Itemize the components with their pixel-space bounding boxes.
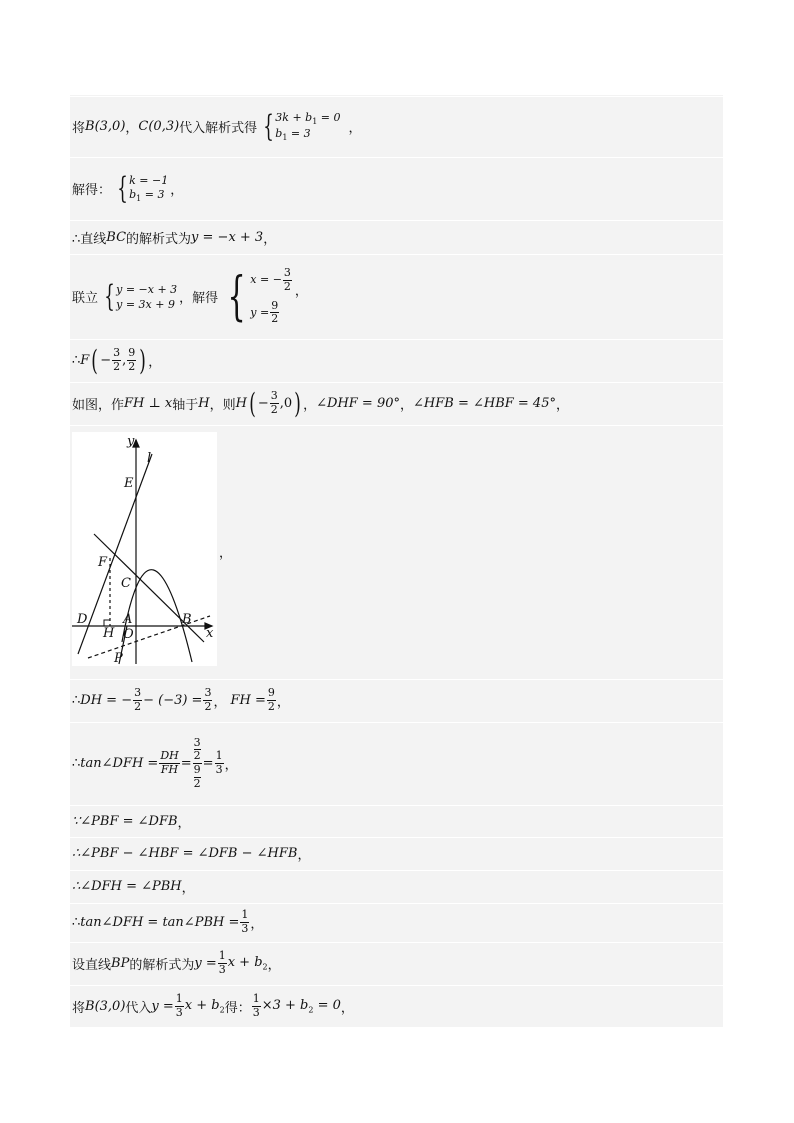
- label-p: P: [114, 651, 123, 666]
- comma: ，: [213, 695, 227, 710]
- comma: ，: [297, 848, 311, 863]
- compound-fraction: [193, 737, 202, 791]
- denominator: 3: [175, 1006, 183, 1019]
- denominator: 2: [283, 279, 291, 293]
- text-simultaneous: 联立: [72, 291, 99, 306]
- comma: ，: [177, 815, 191, 831]
- fraction: [133, 687, 142, 713]
- label-h: H: [103, 626, 115, 641]
- equation-k: k = −1: [129, 173, 169, 187]
- statement-angle-difference: ∴∠PBF − ∠HBF = ∠DFB − ∠HFB: [72, 846, 298, 861]
- text-axis-at: 轴于: [172, 398, 199, 413]
- point-c: C(0,3): [138, 119, 180, 134]
- numerator: [193, 737, 202, 764]
- system-brace: { $3k + b_1 = 0$ $b_1 = 3$: [263, 108, 341, 144]
- label-f: F: [98, 555, 108, 570]
- denominator: [193, 764, 202, 790]
- figure-svg: [72, 432, 217, 666]
- comma: ,: [122, 353, 127, 368]
- statement-because: ∵∠PBF = ∠DFB: [72, 813, 178, 829]
- text-jiang: 将: [72, 121, 86, 136]
- point-b: B(3,0): [85, 119, 126, 134]
- fraction: [283, 267, 292, 293]
- therefore: ∴: [72, 693, 81, 708]
- inner-denominator: 2: [193, 776, 201, 790]
- equation-b: b: [129, 187, 137, 201]
- expression-minus: − (−3) =: [143, 693, 203, 708]
- subscript: 1: [312, 117, 318, 127]
- comma: ，: [400, 398, 414, 413]
- tan-dfh: tan∠DFH =: [80, 756, 159, 771]
- therefore: ∴: [72, 756, 81, 771]
- point-b: B(3,0): [85, 999, 126, 1014]
- numerator: 3: [204, 686, 212, 700]
- subscript: 1: [282, 132, 288, 142]
- right-paren: ): [294, 387, 301, 420]
- fraction: [267, 687, 276, 713]
- fraction: [270, 390, 279, 416]
- denominator: 2: [267, 700, 275, 713]
- label-b: B: [182, 612, 192, 627]
- inner-numerator: 3: [193, 735, 201, 749]
- perpendicular-fh: FH ⊥ x: [124, 396, 173, 411]
- right-paren: ): [139, 344, 147, 377]
- numerator: 9: [271, 298, 279, 312]
- solution-line-6: [70, 382, 723, 424]
- solution-line-2: [70, 157, 723, 219]
- solution-line-11: [70, 870, 723, 902]
- line-bc: BC: [106, 229, 127, 245]
- solution-line-8: [70, 722, 723, 804]
- comma: ，: [224, 758, 238, 773]
- comma: ，: [263, 231, 277, 247]
- figure-comma: ，: [219, 546, 233, 561]
- comma: ，: [555, 398, 569, 413]
- comma: ，: [267, 958, 281, 973]
- comma: ，: [276, 695, 290, 710]
- solution-line-5: [70, 339, 723, 381]
- label-e: E: [124, 476, 134, 491]
- fraction: [252, 993, 261, 1019]
- angle-hfb: ∠HFB = ∠HBF = 45°: [413, 396, 556, 411]
- fraction: [203, 687, 212, 713]
- text-jiang: 将: [72, 1001, 86, 1016]
- text-get: 得：: [224, 1001, 251, 1016]
- comma: ，: [340, 1001, 354, 1016]
- fraction: [175, 993, 184, 1019]
- fraction: [127, 347, 136, 373]
- equals: =: [202, 756, 214, 771]
- denominator: 3: [218, 963, 226, 976]
- left-paren: (: [249, 387, 256, 420]
- label-l: l: [147, 451, 152, 466]
- solution-line-3: [70, 220, 723, 253]
- solution-brace: { x = − $\frac{3}{2}$ y = $\frac{9}{2}$: [227, 266, 291, 327]
- system-brace: { k = −1 $b_1 = 3$: [117, 170, 169, 206]
- x-plus-b: x + b: [184, 998, 220, 1014]
- subscript: 2: [219, 1005, 225, 1015]
- therefore: ∴: [72, 915, 81, 930]
- text-then: ，则: [209, 398, 236, 413]
- text-line: ∴直线: [72, 231, 107, 247]
- numerator: 1: [175, 992, 183, 1006]
- fraction: [270, 300, 279, 326]
- fraction: [159, 750, 179, 776]
- fraction: [215, 750, 224, 776]
- solution-line-7: [70, 679, 723, 721]
- system-brace: { y = −x + 3 y = 3x + 9: [104, 278, 178, 314]
- comma: ，: [125, 121, 139, 136]
- label-x: x: [206, 626, 214, 641]
- text-substitute: 代入: [125, 1001, 152, 1016]
- text-solve: ，解得: [179, 291, 219, 306]
- coordinate-zero: ,0: [279, 396, 293, 411]
- tan-equality: tan∠DFH = tan∠PBH =: [80, 915, 240, 930]
- label-c: C: [121, 576, 131, 591]
- minus-sign: −: [100, 353, 112, 368]
- numerator: 1: [218, 949, 226, 963]
- geometry-figure: [72, 432, 217, 666]
- comma: ，: [294, 284, 308, 299]
- solution-line-1: [70, 96, 723, 156]
- numerator: 1: [241, 908, 249, 922]
- point-h: H: [198, 396, 210, 411]
- equation-1: 3k + b: [275, 111, 313, 125]
- denominator: 3: [215, 763, 223, 776]
- label-y: y: [127, 434, 135, 449]
- left-paren: (: [91, 344, 99, 377]
- numerator: 1: [252, 992, 260, 1006]
- equation-2: b: [275, 126, 283, 140]
- label-d: D: [77, 612, 88, 627]
- denominator: 2: [270, 403, 278, 416]
- fraction: [112, 347, 121, 373]
- comma: ，: [303, 398, 317, 413]
- comma: ，: [348, 121, 362, 136]
- y-equals: y =: [151, 999, 174, 1014]
- text-equation-is: 的解析式为: [129, 958, 195, 973]
- y-equals: y =: [194, 956, 217, 971]
- comma: ，: [250, 917, 264, 932]
- equation-1: y = −x + 3: [116, 282, 178, 296]
- text-solve: 解得：: [72, 183, 112, 198]
- numerator: 9: [128, 346, 136, 360]
- equation-2: y = 3x + 9: [116, 297, 175, 311]
- equation-b-tail: = 3: [141, 187, 165, 201]
- inner-numerator: 9: [193, 763, 201, 776]
- comma: ，: [181, 881, 195, 896]
- solution-y: y =: [250, 305, 270, 319]
- denominator: 2: [128, 360, 136, 373]
- expression-fh: FH =: [230, 693, 266, 708]
- minus-sign: −: [257, 396, 269, 411]
- numerator: 9: [267, 686, 275, 700]
- numerator: 3: [134, 686, 142, 700]
- text-as-shown: 如图，作: [72, 398, 125, 413]
- comma: ，: [148, 355, 162, 370]
- comma: ，: [170, 183, 184, 198]
- fraction: [240, 909, 249, 935]
- statement-angle-equal: ∴∠DFH = ∠PBH: [72, 879, 182, 894]
- solution-line-13: [70, 942, 723, 984]
- fraction: [218, 950, 227, 976]
- equation-2-tail: = 3: [287, 126, 311, 140]
- denominator: 2: [271, 312, 279, 326]
- denominator: 2: [204, 700, 212, 713]
- point-h: H: [235, 396, 247, 411]
- equation-1-tail: = 0: [317, 111, 341, 125]
- therefore: ∴: [72, 353, 81, 368]
- text-equation-is: 的解析式为: [126, 231, 192, 247]
- solution-x: x = −: [250, 273, 282, 287]
- denominator: 2: [134, 700, 142, 713]
- expression-dh: DH = −: [80, 693, 133, 708]
- text-let-line: 设直线: [72, 958, 112, 973]
- equals-zero: = 0: [313, 998, 341, 1014]
- line-bp: BP: [111, 956, 130, 971]
- denominator: FH: [160, 763, 179, 776]
- label-o: O: [123, 627, 134, 642]
- subscript: 2: [308, 1005, 314, 1015]
- numerator: 3: [113, 346, 121, 360]
- numerator: 1: [215, 749, 223, 763]
- solution-line-4: [70, 254, 723, 338]
- angle-dhf: ∠DHF = 90°: [316, 396, 400, 411]
- point-f: F: [80, 353, 90, 368]
- inner-denominator: 2: [193, 749, 201, 763]
- denominator: 2: [113, 360, 121, 373]
- x-plus-b: x + b: [227, 955, 263, 971]
- subscript: 1: [136, 194, 142, 204]
- times-three-plus-b: ×3 + b: [261, 998, 309, 1014]
- denominator: 3: [241, 922, 249, 935]
- solution-line-9: [70, 805, 723, 836]
- equation-bc: y = −x + 3: [191, 229, 264, 245]
- solution-line-10: [70, 837, 723, 869]
- subscript: 2: [262, 962, 268, 972]
- numerator: 3: [270, 389, 278, 403]
- equals: =: [180, 756, 192, 771]
- numerator: 3: [283, 266, 291, 280]
- label-a: A: [123, 612, 133, 627]
- text-substitute: 代入解析式得: [179, 121, 258, 136]
- solution-line-14: [70, 985, 723, 1027]
- numerator: DH: [160, 749, 179, 763]
- denominator: 3: [252, 1006, 260, 1019]
- solution-line-12: [70, 903, 723, 941]
